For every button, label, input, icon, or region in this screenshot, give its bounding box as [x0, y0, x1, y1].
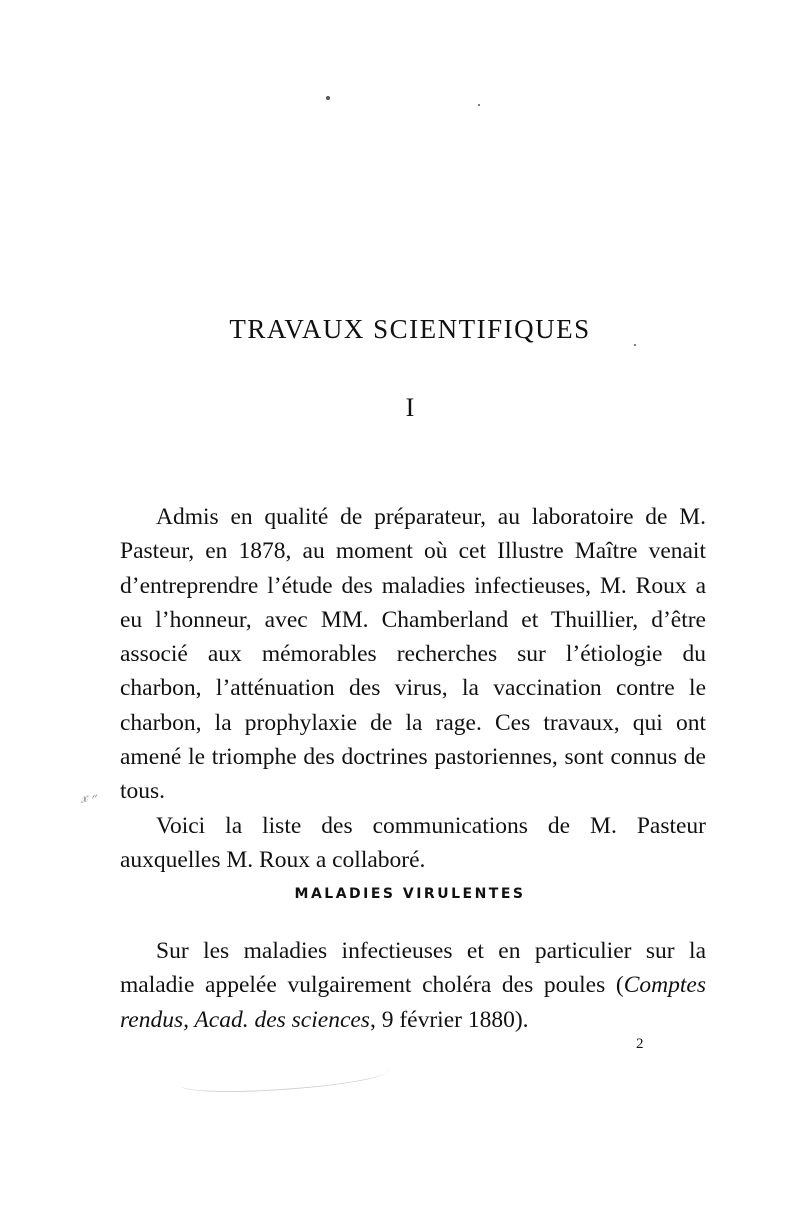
entry-paragraph — [120, 934, 706, 1037]
entry-date: , 9 février 1880). — [369, 1006, 529, 1033]
section-subheading: MALADIES VIRULENTES — [294, 886, 526, 902]
smudge-mark — [179, 1060, 390, 1096]
entry-source: Comptes rendus, Acad. des sciences — [120, 972, 706, 1033]
entry-text: Sur les maladies infectieuses et en particulier sur la maladie appelée vulgairement choléra des poules ( — [120, 938, 706, 999]
intro-paragraph: Admis en qualité de préparateur, au laboratoire de M. Pasteur, en 1878, au moment où cet Illustre Maître venait d’entreprendre l’étude des maladies infectieuses, M. Roux a eu l’honneur, avec MM. Chamberland et Thuillier, d’être associé aux mémorables recherches sur l’étiologie du charbon, l’atténuation des virus, la vaccination contre le charbon, la prophylaxie de la rage. Ces travaux, qui ont amené le triomphe des doctrines pastoriennes, sont connus de tous. — [120, 504, 706, 805]
page-number: 2 — [636, 1036, 644, 1052]
bibliography-entry — [120, 934, 706, 1037]
intro-paragraph: Voici la liste des communications de M. Pasteur auxquelles M. Roux a collaboré. — [120, 812, 706, 873]
intro-text — [120, 500, 706, 877]
print-speck — [326, 96, 330, 100]
stray-pencil-mark: 𝓍 ˶ — [77, 786, 99, 807]
print-speck — [478, 104, 480, 106]
section-numeral: I — [405, 393, 415, 422]
page-title: TRAVAUX SCIENTIFIQUES — [229, 314, 591, 344]
